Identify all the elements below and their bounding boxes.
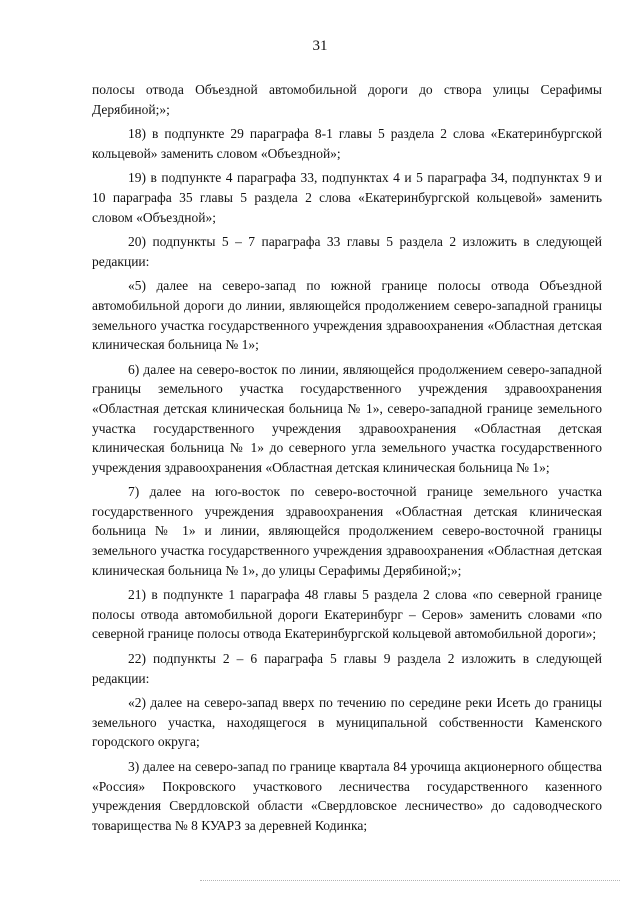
- paragraph-subitem-7: 7) далее на юго-восток по северо-восточной границе земельного участка государственного учреждения здравоохранения «Областная детская клиническая больница № 1» и линии, являющейся продолжением северо-восточной границы земельного участка государственного учреждения здравоохранения «Областная детская клиническая больница № 1», до улицы Серафимы Дерябиной;»;: [92, 484, 602, 578]
- paragraph-item-19: 19) в подпункте 4 параграфа 33, подпунктах 4 и 5 параграфа 34, подпунктах 9 и 10 параграфа 35 главы 5 раздела 2 слова «Екатеринбургской кольцевой» заменить словом «Объездной»;: [92, 170, 602, 225]
- scan-bottom-divider: [200, 880, 620, 881]
- paragraph-item-22: 22) подпункты 2 – 6 параграфа 5 главы 9 раздела 2 изложить в следующей редакции:: [92, 651, 602, 686]
- paragraph-item-21: 21) в подпункте 1 параграфа 48 главы 5 раздела 2 слова «по северной границе полосы отвода автомобильной дороги Екатеринбург – Серов» заменить словами «по северной границе полосы отвода Екатеринбургской кольцевой автомобильной дороги»;: [92, 587, 602, 642]
- document-body: [92, 80, 602, 840]
- paragraph-subitem-3: 3) далее на северо-запад по границе квартала 84 урочища акционерного общества «Россия» Покровского участкового лесничества государственного казенного учреждения Свердловской области «Свердловское лесничество» до садоводческого товарищества № 8 КУАРЗ за деревней Кодинка;: [92, 759, 602, 833]
- paragraph-item-18: 18) в подпункте 29 параграфа 8-1 главы 5 раздела 2 слова «Екатеринбургской кольцевой» заменить словом «Объездной»;: [92, 126, 602, 161]
- paragraph-subitem-5: «5) далее на северо-запад по южной границе полосы отвода Объездной автомобильной дороги до линии, являющейся продолжением северо-западной границы земельного участка государственного учреждения здравоохранения «Областная детская клиническая больница № 1»;: [92, 278, 602, 353]
- page-number: 31: [312, 38, 328, 54]
- paragraph-continuation: полосы отвода Объездной автомобильной дороги до створа улицы Серафимы Дерябиной;»;: [92, 82, 602, 117]
- paragraph-subitem-6: 6) далее на северо-восток по линии, являющейся продолжением северо-западной границы земельного участка государственного учреждения здравоохранения «Областная детская клиническая больница № 1», северо-западной границе земельного участка государственного учреждения здравоохранения «Областная детская клиническая больница № 1» до северного угла земельного участка государственного учреждения здравоохранения «Областная детская клиническая больница № 1»;: [92, 361, 602, 475]
- paragraph-item-20: 20) подпункты 5 – 7 параграфа 33 главы 5 раздела 2 изложить в следующей редакции:: [92, 234, 602, 269]
- paragraph-subitem-2: «2) далее на северо-запад вверх по течению по середине реки Исеть до границы земельного участка, находящегося в муниципальной собственности Каменского городского округа;: [92, 695, 602, 750]
